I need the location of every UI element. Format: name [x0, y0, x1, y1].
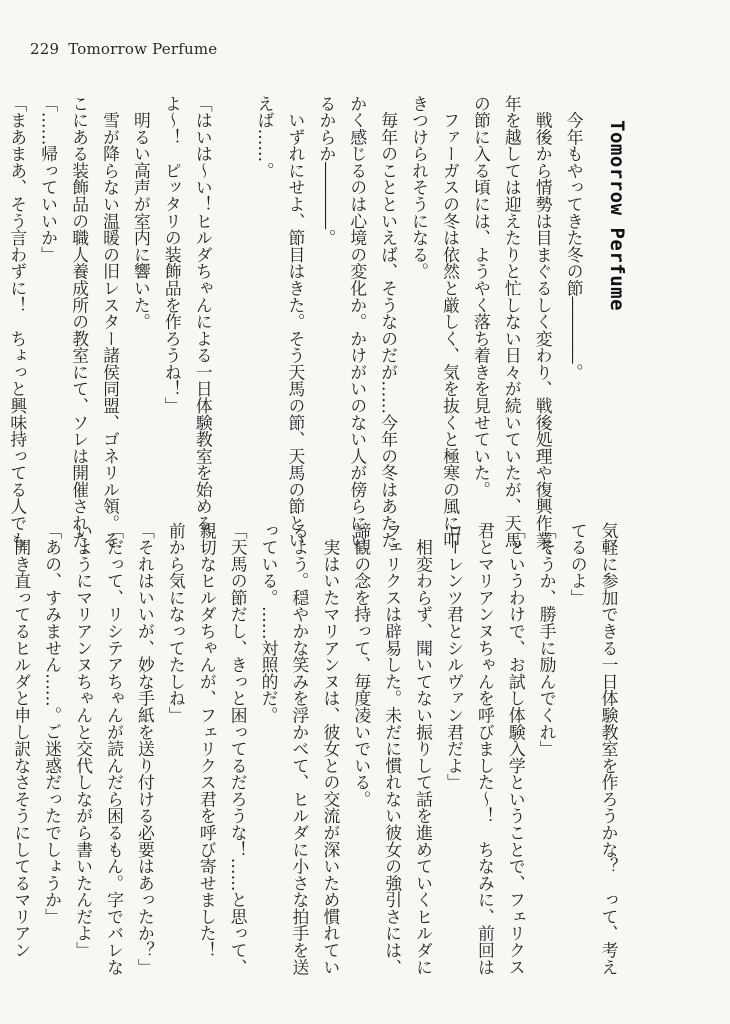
text-column: よ～！ ピッタリの装飾品を作ろうね！」 [162, 95, 183, 415]
text-column: てるのよ」 [568, 522, 589, 606]
text-column [0, 522, 6, 956]
text-column: 「あの、すみません……。ご迷惑だったでしょうか」 [42, 522, 63, 925]
text-column: 親切なヒルダちゃんが、フェリクス君を呼び寄せました！ [197, 522, 218, 959]
text-column: 年を越しては迎えたりと忙しない日々が続いていたが、天馬 [502, 95, 523, 549]
running-title: Tomorrow Perfume [68, 40, 218, 58]
text-column: っている。……対照的だ。 [259, 522, 280, 724]
text-column: 前から気になってたしね」 [166, 522, 187, 724]
text-column: 実はいたマリアンヌは、彼女との交流が深いため慣れてい [320, 522, 341, 976]
text-column [589, 95, 620, 500]
text-column: 今年もやってきた冬の節――――。 [564, 95, 585, 381]
text-column: 戦後から情勢は目まぐるしく変わり、戦後処理や復興作業、 [533, 95, 554, 566]
text-column: えば……。 [255, 95, 276, 179]
text-column: るからか――――。 [316, 95, 337, 247]
text-column: 「はいは～い！ヒルダちゃんによる一日体験教室を始める [193, 95, 214, 532]
text-column: 諦観の念を持って、毎度凌いでいる。 [351, 522, 372, 808]
text-column: 君とマリアンヌちゃんを呼びました～！ ちなみに、前回は [475, 522, 496, 976]
text-column: 「まあまあ、そう言わずに！ ちょっと興味持ってる人でも [7, 95, 28, 549]
text-column: 「それはいいが、妙な手紙を送り付ける必要はあったか？」 [135, 522, 156, 976]
text-column: 開き直ってるヒルダと申し訳なさそうにしてるマリアン [11, 522, 32, 959]
text-column: 「天馬の節だし、きっと困ってるだろうな！……と思って、 [228, 522, 249, 976]
text-column: の節に入る頃には、ようやく落ち着きを見せていた。 [471, 95, 492, 498]
text-column: フェリクスは辟易した。未だに慣れない彼女の強引さには、 [382, 522, 403, 976]
text-column: 「だって、リシテアちゃんが読んだら困るもん。字でバレな [104, 522, 125, 976]
text-column: ローレンツ君とシルヴァン君だよ」 [444, 522, 465, 791]
text-column: 相変わらず、聞いてない振りして話を進めていくヒルダに [413, 522, 434, 976]
text-column: こにある装飾品の職人養成所の教室にて、ソレは開催された。 [69, 95, 90, 566]
text-column: 「……帰っていいか」 [38, 95, 59, 263]
text-column: 気軽に参加できる一日体験教室を作ろうかな？ って、考え [599, 522, 619, 976]
text-column [218, 95, 249, 500]
text-column: 毎年のことといえば、そうなのだが……今年の冬はあたた [378, 95, 399, 549]
text-column: 明るい高声が室内に響いた。 [131, 95, 152, 331]
text-column: 雪が降らない温暖の旧レスター諸侯同盟、ゴネリル領。そ [100, 95, 121, 549]
text-column: 「そうか、勝手に励んでくれ」 [537, 522, 558, 758]
story-title: Tomorrow Perfume [606, 120, 628, 312]
text-column: 「というわけで、お試し体験入学ということで、フェリクス [506, 522, 527, 976]
text-column: るよう。穏やかな笑みを浮かべて、ヒルダに小さな拍手を送 [289, 522, 310, 976]
page-number: 229 [30, 40, 60, 58]
text-column: いようにマリアンヌちゃんと交代しながら書いたんだよ」 [73, 522, 94, 959]
text-column: ファーガスの冬は依然と厳しく、気を抜くと極寒の風に叩 [440, 95, 461, 549]
text-column: いずれにせよ、節目はきた。そう天馬の節、天馬の節とい [285, 95, 306, 549]
lower-text-block [0, 522, 624, 976]
text-column: きつけられそうになる。 [409, 95, 430, 280]
running-header [30, 40, 217, 58]
text-column: かく感じるのは心境の変化か。かけがいのない人が傍らにい [347, 95, 368, 549]
